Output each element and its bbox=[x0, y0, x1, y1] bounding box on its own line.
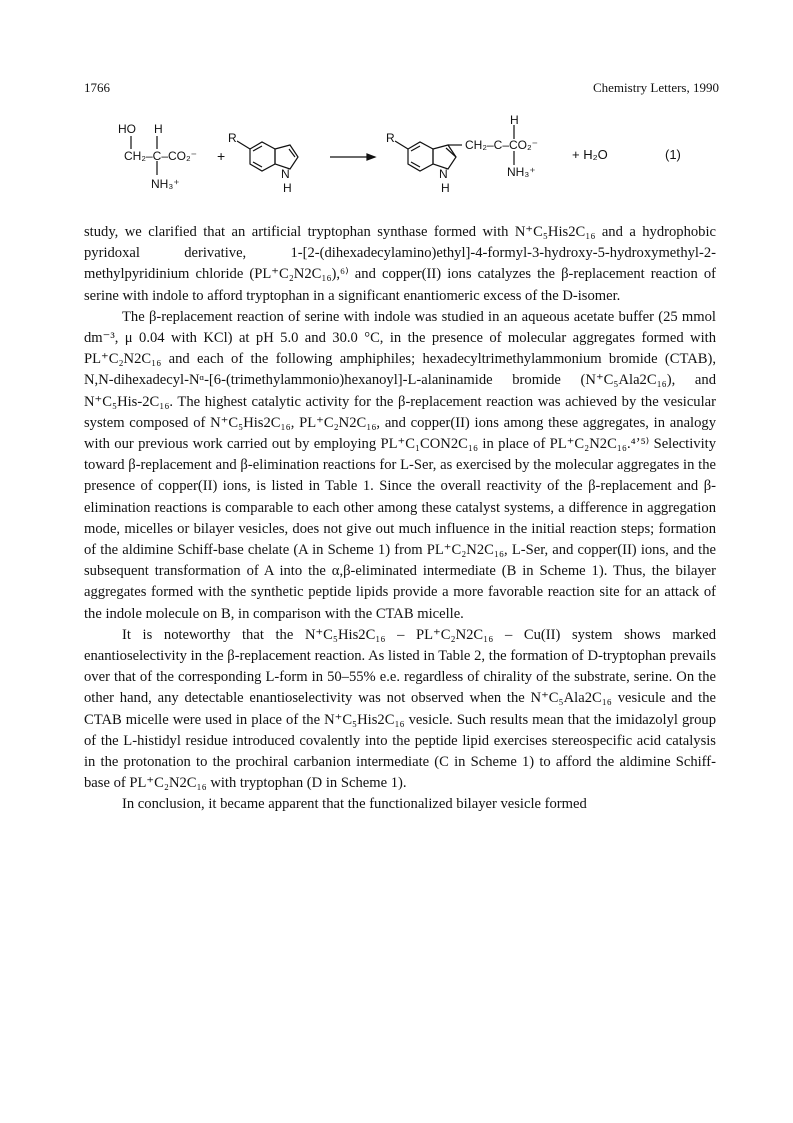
water-term: + H₂O bbox=[572, 147, 608, 162]
indole-r: R bbox=[228, 131, 237, 145]
paragraph-1: study, we clarified that an artificial tryptophan synthase formed with N⁺C₅His2C₁₆ and a hydrophobic pyridoxal derivative, 1-[2-(dihexadecylamino)ethyl]-4-formyl-3-hydroxy-5-hydroxymethyl-2-methylpyridinium chloride (PL⁺C₂N2C₁₆),⁶⁾ and copper(II) ions catalyzes the β-replacement reaction of serine with indole to afford tryptophan in a significant enantiomeric excess of the D-isomer. bbox=[84, 224, 716, 304]
serine-nh3: NH₃⁺ bbox=[151, 177, 180, 191]
indole-h: H bbox=[283, 181, 292, 195]
product-nh3: NH₃⁺ bbox=[507, 165, 536, 179]
product-r: R bbox=[386, 131, 395, 145]
paragraph-2: The β-replacement reaction of serine with indole was studied in an aqueous acetate buffer (25 mmol dm⁻³, μ 0.04 with KCl) at pH 5.0 and 30.0 °C, in the presence of molecular aggregates formed with PL⁺C₂N2C₁₆ and each of the following amphiphiles; hexadecyltrimethylammonium bromide (CTAB), N,N-dihexadecyl-Nᵅ-[6-(trimethylammonio)hexanoyl]-L-alaninamide bromide (N⁺C₅Ala2C₁₆), and N⁺C₅His-2C₁₆. The highest catalytic activity for the β-replacement reaction was achieved by the vesicular system composed of N⁺C₅His2C₁₆, PL⁺C₂N2C₁₆, and copper(II) ions among these aggregates, in analogy with our previous work carried out by employing PL⁺C₁CON2C₁₆ in place of PL⁺C₂N2C₁₆.⁴ʼ⁵⁾ Selectivity toward β-replacement and β-elimination reactions for L-Ser, as exercised by the molecular aggregates in the presence of copper(II) ions, is listed in Table 1. Since the overall reactivity of the β-replacement and β-elimination reactions is comparable to each other among these catalyst systems, a difference in aggregation mode, micelles or bilayer vesicles, does not give out much influence in the initial reaction steps; formation of the aldimine Schiff-base chelate (A in Scheme 1) from PL⁺C₂N2C₁₆, L-Ser, and copper(II) ions, and the subsequent transformation of A into the α,β-eliminated intermediate (B in Scheme 1). Thus, the bilayer aggregates formed with the synthetic peptide lipids provide a more favorable reaction site for an attack of the indole molecule on B, in comparison with the CTAB micelle. bbox=[84, 308, 716, 622]
paragraph-3: It is noteworthy that the N⁺C₅His2C₁₆ – PL⁺C₂N2C₁₆ – Cu(II) system shows marked enantioselectivity in the β-replacement reaction. As listed in Table 2, the formation of D-tryptophan prevails over that of the corresponding L-form in 50–55% e.e. regardless of chirality of the substrate, serine. On the other hand, any detectable enantioselectivity was not observed when the N⁺C₅Ala2C₁₆ vesicule and the CTAB micelle were used in place of the N⁺C₅His2C₁₆ vesicle. Such results mean that the imidazolyl group of the L-histidyl residue introduced covalently into the peptide lipid exercises stereospecific acid catalysis in the protonation to the prochiral carbanion intermediate (C in Scheme 1) to afford the aldimine Schiff-base of PL⁺C₂N2C₁₆ with tryptophan (D in Scheme 1). bbox=[84, 626, 716, 792]
product-chain: CH₂–C–CO₂⁻ bbox=[465, 138, 538, 152]
page-number: 1766 bbox=[84, 80, 110, 95]
paragraph-4: In conclusion, it became apparent that the functionalized bilayer vesicle formed bbox=[122, 796, 587, 813]
equation-number: (1) bbox=[665, 147, 681, 162]
product-h: H bbox=[441, 181, 450, 195]
reaction-scheme bbox=[110, 115, 710, 200]
serine-chain: CH₂–C–CO₂⁻ bbox=[124, 149, 197, 163]
article-body bbox=[84, 222, 716, 816]
running-header: Chemistry Letters, 1990 bbox=[592, 80, 719, 95]
product-n: N bbox=[439, 167, 448, 181]
serine-h: H bbox=[154, 122, 163, 136]
indole-n: N bbox=[281, 167, 290, 181]
product-h-top: H bbox=[510, 115, 519, 127]
serine-ho: HO bbox=[118, 122, 136, 136]
plus-sign: + bbox=[217, 148, 226, 164]
